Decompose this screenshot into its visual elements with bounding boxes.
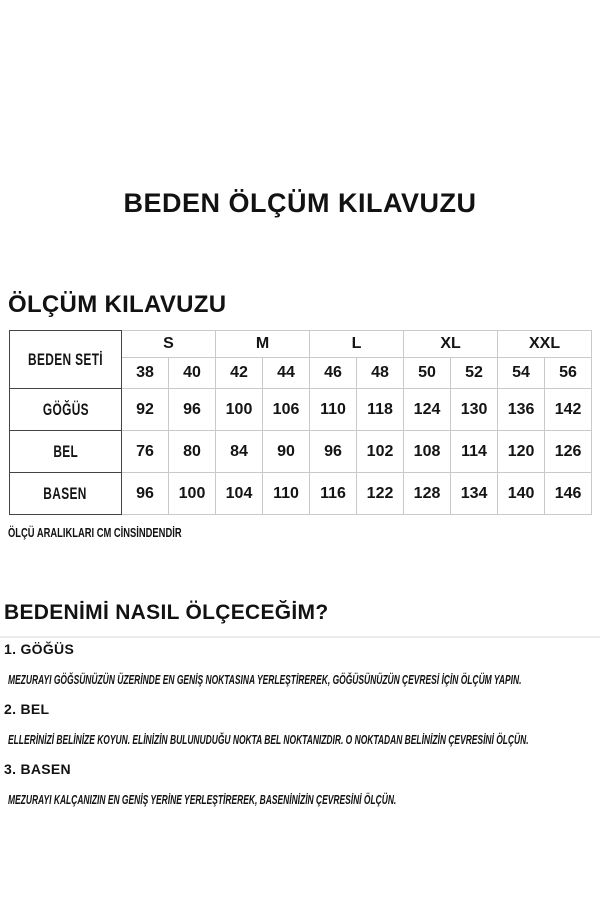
table-row-chest <box>10 389 592 431</box>
measurement-cell: 106 <box>263 389 310 431</box>
step-text-waist-content: ELLERİNİZİ BELİNİZE KOYUN. ELİNİZİN BULUNUDUĞU NOKTA BEL NOKTANIZDIR. O NOKTADAN BELİNİZİN ÇEVRESİNİ ÖLÇÜN. <box>8 732 529 747</box>
size-number-cell: 50 <box>404 358 451 389</box>
table-row-waist <box>10 431 592 473</box>
step-title-hip: 3. BASEN <box>4 761 71 777</box>
page-title: BEDEN ÖLÇÜM KILAVUZU <box>123 188 477 218</box>
step-text-waist <box>8 731 600 749</box>
measurement-cell: 110 <box>310 389 357 431</box>
units-footnote-text: ÖLÇÜ ARALIKLARI CM CİNSİNDENDİR <box>8 526 182 540</box>
how-to-measure-heading: BEDENİMİ NASIL ÖLÇECEĞİM? <box>4 601 329 624</box>
measurement-cell: 108 <box>404 431 451 473</box>
size-number-cell: 42 <box>216 358 263 389</box>
measurement-cell: 90 <box>263 431 310 473</box>
step-text-hip <box>8 791 600 809</box>
measurement-cell: 100 <box>216 389 263 431</box>
size-number-cell: 54 <box>498 358 545 389</box>
measurement-cell: 102 <box>357 431 404 473</box>
measurement-cell: 96 <box>310 431 357 473</box>
measurement-cell: 120 <box>498 431 545 473</box>
measurement-cell: 136 <box>498 389 545 431</box>
size-number-cell: 48 <box>357 358 404 389</box>
measurement-cell: 114 <box>451 431 498 473</box>
measurement-cell: 84 <box>216 431 263 473</box>
size-group-cell: S <box>122 331 216 358</box>
size-table <box>9 330 592 515</box>
size-number-cell: 44 <box>263 358 310 389</box>
measurement-cell: 124 <box>404 389 451 431</box>
measurement-guide-heading: ÖLÇÜM KILAVUZU <box>8 291 227 318</box>
row-label-cell <box>10 473 122 515</box>
measurement-cell: 140 <box>498 473 545 515</box>
units-footnote <box>8 524 239 542</box>
row-label: BEL <box>53 441 78 461</box>
size-number-cell: 40 <box>169 358 216 389</box>
step-title-waist: 2. BEL <box>4 701 50 717</box>
measurement-cell: 122 <box>357 473 404 515</box>
measurement-cell: 118 <box>357 389 404 431</box>
size-group-cell: M <box>216 331 310 358</box>
size-number-cell: 52 <box>451 358 498 389</box>
size-number-cell: 46 <box>310 358 357 389</box>
measurement-cell: 100 <box>169 473 216 515</box>
row-label-cell <box>10 431 122 473</box>
measurement-cell: 116 <box>310 473 357 515</box>
row-header-cell <box>10 331 122 389</box>
measurement-cell: 128 <box>404 473 451 515</box>
size-group-cell: XXL <box>498 331 592 358</box>
size-number-cell: 56 <box>545 358 592 389</box>
measurement-cell: 76 <box>122 431 169 473</box>
size-number-cell: 38 <box>122 358 169 389</box>
step-text-chest-content: MEZURAYI GÖĞSÜNÜZÜN ÜZERİNDE EN GENİŞ NOKTASINA YERLEŞTİREREK, GÖĞÜSÜNÜZÜN ÇEVRESİ İÇİN ÖLÇÜM YAPIN. <box>8 672 522 687</box>
step-text-hip-content: MEZURAYI KALÇANIZIN EN GENİŞ YERİNE YERLEŞTİREREK, BASENİNİZİN ÇEVRESİNİ ÖLÇÜN. <box>8 792 397 807</box>
row-label: BASEN <box>43 483 88 503</box>
measurement-cell: 96 <box>122 473 169 515</box>
measurement-cell: 104 <box>216 473 263 515</box>
measurement-cell: 126 <box>545 431 592 473</box>
measurement-cell: 146 <box>545 473 592 515</box>
measurement-cell: 80 <box>169 431 216 473</box>
section-divider <box>0 636 600 638</box>
row-label: GÖĞÜS <box>42 399 89 419</box>
size-group-cell: XL <box>404 331 498 358</box>
measurement-cell: 96 <box>169 389 216 431</box>
measurement-cell: 92 <box>122 389 169 431</box>
measurement-cell: 134 <box>451 473 498 515</box>
measurement-cell: 142 <box>545 389 592 431</box>
row-label-cell <box>10 389 122 431</box>
size-group-cell: L <box>310 331 404 358</box>
measurement-cell: 130 <box>451 389 498 431</box>
step-text-chest <box>8 671 600 689</box>
measurement-cell: 110 <box>263 473 310 515</box>
row-header-label: BEDEN SETİ <box>28 349 103 369</box>
table-row-hip <box>10 473 592 515</box>
step-title-chest: 1. GÖĞÜS <box>4 641 75 657</box>
table-row-size-groups <box>10 331 592 358</box>
